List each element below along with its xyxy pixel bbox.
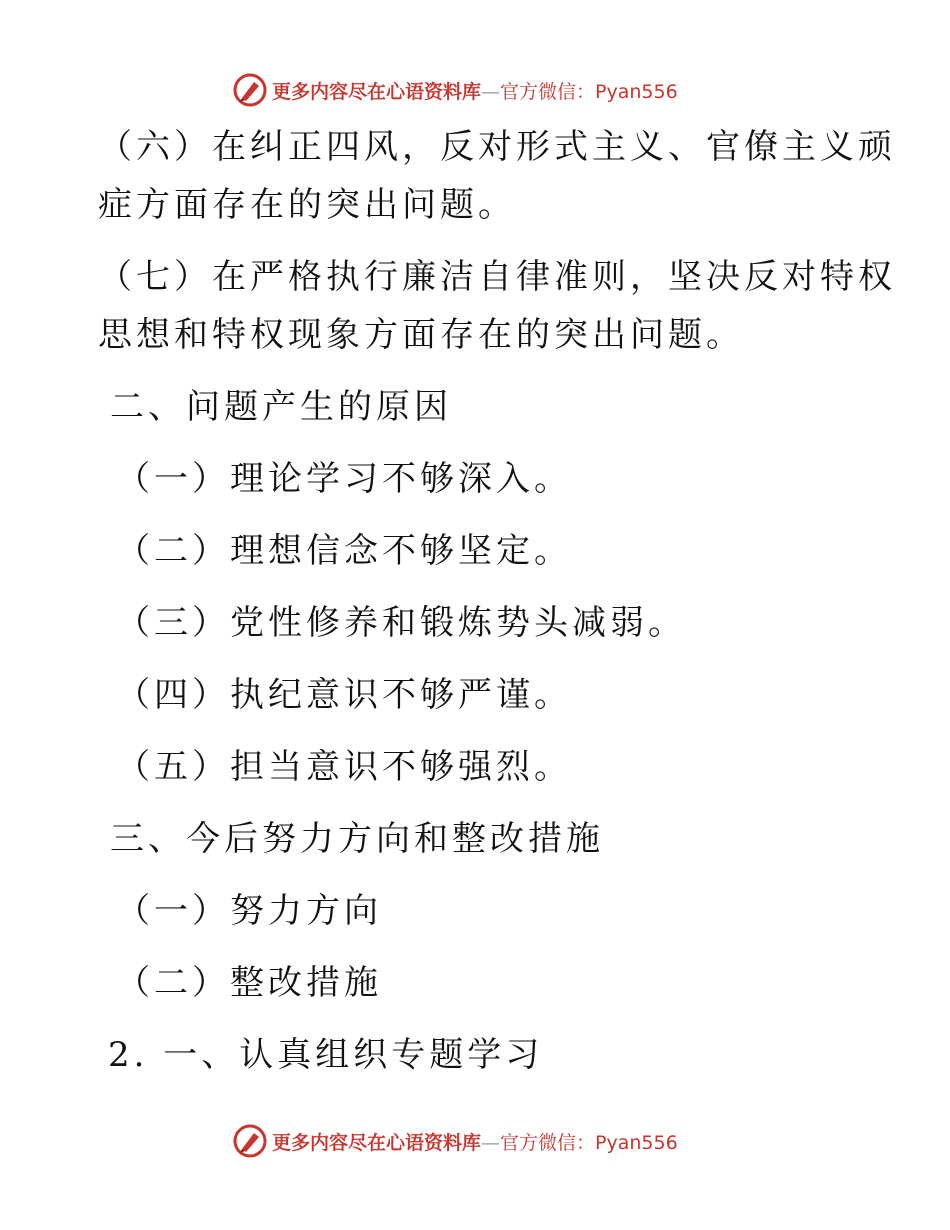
paragraph-7-line-2: 思想和特权现象方面存在的突出问题。: [98, 315, 744, 355]
section-3-heading: 三、今后努力方向和整改措施: [110, 819, 604, 859]
document-body: [98, 118, 896, 1084]
section-2-item-4: （四）执纪意识不够严谨。: [116, 675, 572, 715]
section-2-item-5: （五）担当意识不够强烈。: [116, 747, 572, 787]
watermark-dash: —: [481, 1131, 501, 1154]
watermark-footer: [232, 1121, 732, 1161]
watermark-text: [272, 77, 678, 104]
section-2-item-2: （二）理想信念不够坚定。: [116, 531, 572, 571]
paragraph-6-line-2: 症方面存在的突出问题。: [98, 185, 516, 225]
pen-nib-logo-icon: [232, 72, 268, 108]
watermark-main: 更多内容尽在心语资料库: [272, 80, 482, 103]
watermark-dash: —: [481, 80, 501, 103]
section-3-item-1: （一）努力方向: [116, 891, 382, 931]
pen-nib-logo-icon: [232, 1123, 268, 1159]
watermark-main: 更多内容尽在心语资料库: [272, 1131, 482, 1154]
watermark-header: [232, 70, 732, 110]
section-2-heading: 二、问题产生的原因: [110, 387, 452, 427]
watermark-sub: 官方微信：Pyan556: [500, 80, 678, 103]
watermark-sub: 官方微信：Pyan556: [500, 1131, 678, 1154]
section-2-item-1: （一）理论学习不够深入。: [116, 459, 572, 499]
paragraph-7-line-1: （七）在严格执行廉洁自律准则，坚决反对特权: [98, 257, 896, 297]
section-3-item-2: （二）整改措施: [116, 963, 382, 1003]
paragraph-6-line-1: （六）在纠正四风，反对形式主义、官僚主义顽: [98, 127, 896, 167]
watermark-text: [272, 1128, 678, 1155]
section-2-item-3: （三）党性修养和锻炼势头减弱。: [116, 603, 686, 643]
numbered-item-2: 2. 一、认真组织专题学习: [108, 1035, 544, 1075]
